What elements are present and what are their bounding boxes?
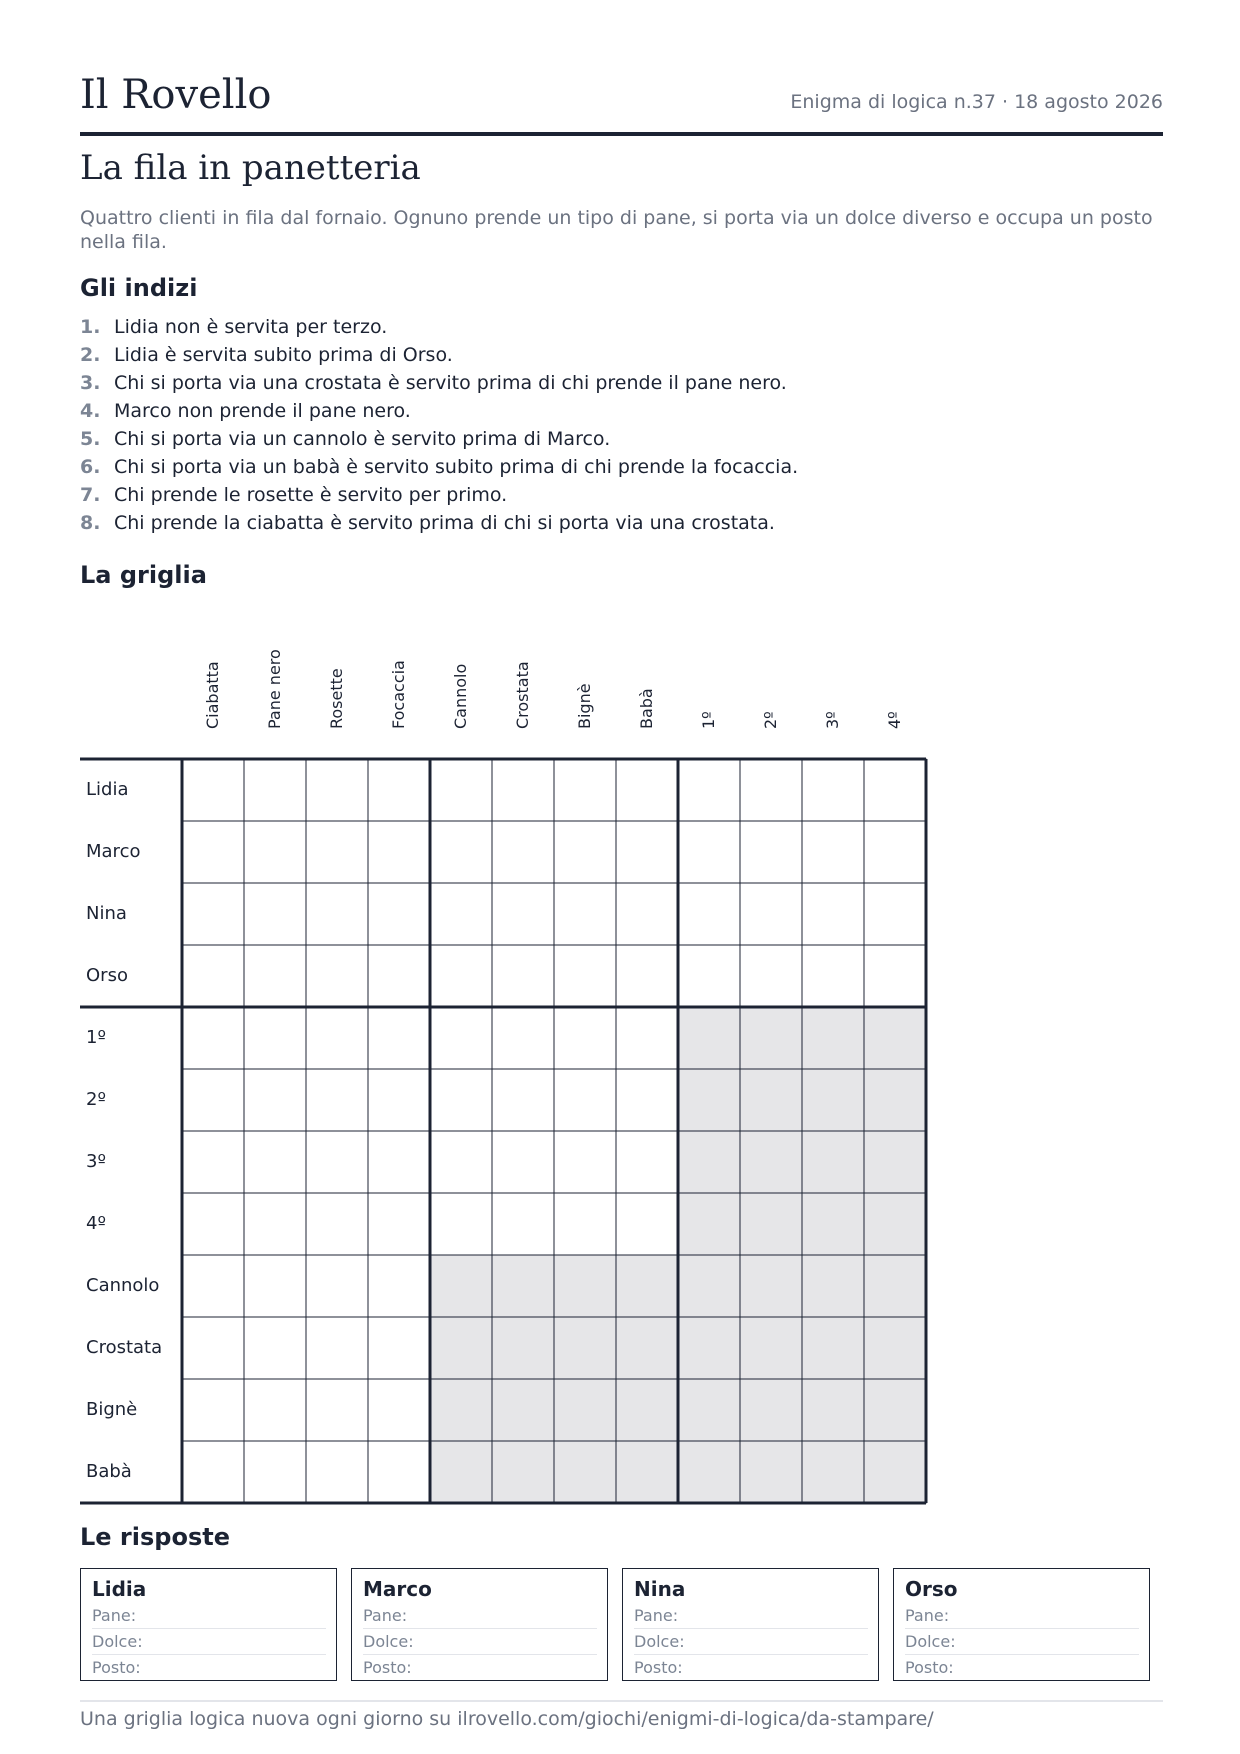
- grid-cell[interactable]: [306, 759, 368, 821]
- grid-cell[interactable]: [244, 1069, 306, 1131]
- clue-item: [80, 341, 798, 369]
- row-label: 4º: [86, 1213, 106, 1234]
- grid-cell-blocked: [492, 1441, 554, 1503]
- clue-number: 3.: [80, 372, 101, 394]
- grid-cell-blocked: [678, 1441, 740, 1503]
- grid-cell[interactable]: [740, 759, 802, 821]
- grid-cell[interactable]: [492, 1007, 554, 1069]
- card-name: Marco: [363, 1577, 432, 1601]
- grid-cell[interactable]: [864, 759, 926, 821]
- grid-cell-blocked: [430, 1317, 492, 1379]
- col-header: 2º: [761, 711, 780, 729]
- grid-cell[interactable]: [430, 1069, 492, 1131]
- grid-cell[interactable]: [368, 1131, 430, 1193]
- dolce-field[interactable]: Dolce:: [92, 1629, 326, 1655]
- grid-cell[interactable]: [616, 883, 678, 945]
- grid-cell[interactable]: [182, 1131, 244, 1193]
- grid-cell[interactable]: [244, 1317, 306, 1379]
- clue-text: Lidia è servita subito prima di Orso.: [114, 344, 453, 366]
- grid-cell-blocked: [616, 1255, 678, 1317]
- row-label: Orso: [86, 965, 128, 986]
- clue-text: Chi si porta via una crostata è servito prima di chi prende il pane nero.: [114, 372, 787, 394]
- grid-cell[interactable]: [492, 759, 554, 821]
- grid-cell[interactable]: [244, 883, 306, 945]
- grid-cell[interactable]: [368, 1441, 430, 1503]
- clue-number: 7.: [80, 484, 101, 506]
- grid-cell[interactable]: [740, 945, 802, 1007]
- grid-cell[interactable]: [244, 1255, 306, 1317]
- grid-cell[interactable]: [244, 1379, 306, 1441]
- grid-cell-blocked: [802, 1193, 864, 1255]
- grid-cell[interactable]: [554, 759, 616, 821]
- row-label: Marco: [86, 841, 141, 862]
- grid-cell[interactable]: [306, 945, 368, 1007]
- grid-cell[interactable]: [306, 821, 368, 883]
- grid-cell-blocked: [864, 1317, 926, 1379]
- clue-text: Lidia non è servita per terzo.: [114, 316, 388, 338]
- grid-cell[interactable]: [306, 1255, 368, 1317]
- posto-field[interactable]: Posto:: [363, 1658, 412, 1677]
- row-label: Cannolo: [86, 1275, 160, 1296]
- pane-field[interactable]: Pane:: [363, 1603, 597, 1629]
- grid-cell-blocked: [864, 1379, 926, 1441]
- grid-cell-blocked: [678, 1317, 740, 1379]
- answer-card-nina: [622, 1568, 879, 1681]
- grid-cell[interactable]: [492, 821, 554, 883]
- grid-cell[interactable]: [678, 945, 740, 1007]
- grid-cell[interactable]: [244, 945, 306, 1007]
- grid-cell[interactable]: [368, 1069, 430, 1131]
- grid-cell[interactable]: [554, 1069, 616, 1131]
- grid-cell[interactable]: [368, 1255, 430, 1317]
- grid-cell[interactable]: [492, 1069, 554, 1131]
- grid-cell[interactable]: [492, 945, 554, 1007]
- grid-cell-blocked: [616, 1379, 678, 1441]
- grid-cell-blocked: [430, 1255, 492, 1317]
- grid-cell[interactable]: [182, 1007, 244, 1069]
- grid-cell[interactable]: [244, 821, 306, 883]
- grid-cell-blocked: [678, 1379, 740, 1441]
- answers-heading: Le risposte: [80, 1523, 230, 1551]
- grid-cell-blocked: [430, 1441, 492, 1503]
- clue-number: 6.: [80, 456, 101, 478]
- grid-cell[interactable]: [306, 1379, 368, 1441]
- answer-card-marco: [351, 1568, 608, 1681]
- pane-field[interactable]: Pane:: [905, 1603, 1139, 1629]
- masthead: [80, 70, 1163, 136]
- dolce-field[interactable]: Dolce:: [363, 1629, 597, 1655]
- clue-item: [80, 397, 798, 425]
- grid-cell[interactable]: [678, 759, 740, 821]
- grid-cell[interactable]: [802, 821, 864, 883]
- clue-text: Chi si porta via un cannolo è servito prima di Marco.: [114, 428, 611, 450]
- grid-cell[interactable]: [182, 883, 244, 945]
- grid-cell[interactable]: [182, 1317, 244, 1379]
- grid-cell[interactable]: [368, 759, 430, 821]
- clue-item: [80, 509, 798, 537]
- grid-cell-blocked: [554, 1379, 616, 1441]
- grid-cell-blocked: [616, 1317, 678, 1379]
- clue-number: 5.: [80, 428, 101, 450]
- grid-cell-blocked: [802, 1131, 864, 1193]
- grid-cell[interactable]: [616, 945, 678, 1007]
- grid-cell-blocked: [864, 1193, 926, 1255]
- puzzle-intro: Quattro clienti in fila dal fornaio. Ognuno prende un tipo di pane, si porta via un dolce diverso e occupa un posto nella fila.: [80, 207, 1153, 253]
- grid-cell[interactable]: [306, 1131, 368, 1193]
- grid-cell[interactable]: [182, 821, 244, 883]
- grid-cell[interactable]: [554, 883, 616, 945]
- grid-cell[interactable]: [616, 1131, 678, 1193]
- grid-cell-blocked: [430, 1379, 492, 1441]
- grid-cell[interactable]: [554, 1007, 616, 1069]
- grid-cell[interactable]: [616, 1193, 678, 1255]
- grid-cell-blocked: [616, 1441, 678, 1503]
- pane-field[interactable]: Pane:: [634, 1603, 868, 1629]
- posto-field[interactable]: Posto:: [634, 1658, 683, 1677]
- card-name: Lidia: [92, 1577, 147, 1601]
- grid-cell[interactable]: [554, 1193, 616, 1255]
- grid-cell[interactable]: [802, 945, 864, 1007]
- answer-card-lidia: [80, 1568, 337, 1681]
- clue-text: Chi si porta via un babà è servito subito prima di chi prende la focaccia.: [114, 456, 799, 478]
- grid-cell[interactable]: [430, 1193, 492, 1255]
- grid-cell[interactable]: [244, 1193, 306, 1255]
- grid-cell-blocked: [740, 1441, 802, 1503]
- row-label: Babà: [86, 1461, 132, 1482]
- clue-item: [80, 369, 798, 397]
- grid-cell-blocked: [802, 1007, 864, 1069]
- grid-cell[interactable]: [492, 1193, 554, 1255]
- grid-cell[interactable]: [740, 883, 802, 945]
- grid-cell[interactable]: [306, 883, 368, 945]
- grid-cell[interactable]: [182, 1379, 244, 1441]
- row-label: 2º: [86, 1089, 106, 1110]
- grid-cell[interactable]: [306, 1007, 368, 1069]
- col-header: Crostata: [513, 661, 532, 729]
- grid-cell[interactable]: [554, 821, 616, 883]
- grid-cell[interactable]: [616, 759, 678, 821]
- grid-cell-blocked: [740, 1193, 802, 1255]
- grid-cell[interactable]: [368, 821, 430, 883]
- grid-cell[interactable]: [306, 1069, 368, 1131]
- grid-cell[interactable]: [306, 1441, 368, 1503]
- grid-cell-blocked: [802, 1441, 864, 1503]
- grid-cell-blocked: [864, 1255, 926, 1317]
- grid-cell[interactable]: [678, 883, 740, 945]
- grid-heading: La griglia: [80, 561, 207, 589]
- grid-cell-blocked: [678, 1131, 740, 1193]
- grid-cell-blocked: [740, 1255, 802, 1317]
- grid-cell-blocked: [492, 1317, 554, 1379]
- dolce-field[interactable]: Dolce:: [905, 1629, 1139, 1655]
- col-header: 3º: [823, 711, 842, 729]
- clues-heading: Gli indizi: [80, 274, 198, 302]
- grid-cell-blocked: [678, 1193, 740, 1255]
- col-header: 1º: [699, 711, 718, 729]
- grid-column-headers: [182, 620, 926, 755]
- posto-field[interactable]: Posto:: [905, 1658, 954, 1677]
- grid-cell-blocked: [678, 1007, 740, 1069]
- grid-cell[interactable]: [368, 1379, 430, 1441]
- grid-cell[interactable]: [182, 1193, 244, 1255]
- issue-info: Enigma di logica n.37 · 18 agosto 2026: [790, 91, 1163, 113]
- clue-text: Chi prende le rosette è servito per primo.: [114, 484, 508, 506]
- grid-cell[interactable]: [430, 883, 492, 945]
- grid-cell[interactable]: [864, 821, 926, 883]
- col-header: Babà: [637, 688, 656, 729]
- grid-cell[interactable]: [430, 945, 492, 1007]
- grid-cell[interactable]: [802, 759, 864, 821]
- grid-cell[interactable]: [492, 1131, 554, 1193]
- grid-cell-blocked: [678, 1255, 740, 1317]
- grid-cell-blocked: [740, 1131, 802, 1193]
- grid-cell-blocked: [802, 1379, 864, 1441]
- grid-cell-blocked: [802, 1317, 864, 1379]
- posto-field[interactable]: Posto:: [92, 1658, 141, 1677]
- grid-cell[interactable]: [430, 1007, 492, 1069]
- grid-cell[interactable]: [182, 1255, 244, 1317]
- grid-cell[interactable]: [864, 945, 926, 1007]
- col-header: Ciabatta: [203, 661, 222, 729]
- clue-number: 1.: [80, 316, 101, 338]
- grid-cell[interactable]: [306, 1317, 368, 1379]
- grid-cell[interactable]: [492, 883, 554, 945]
- grid-cell-blocked: [802, 1069, 864, 1131]
- col-header: 4º: [885, 711, 904, 729]
- footer-note: Una griglia logica nuova ogni giorno su ilrovello.com/giochi/enigmi-di-logica/da-stampare/: [80, 1700, 1163, 1731]
- col-header: Cannolo: [451, 663, 470, 729]
- grid-cell-blocked: [554, 1317, 616, 1379]
- grid-cell-blocked: [554, 1255, 616, 1317]
- grid-cell[interactable]: [244, 1441, 306, 1503]
- grid-cell-blocked: [740, 1317, 802, 1379]
- grid-cell-blocked: [864, 1441, 926, 1503]
- grid-cell[interactable]: [554, 1131, 616, 1193]
- grid-cell[interactable]: [430, 821, 492, 883]
- clue-item: [80, 453, 798, 481]
- grid-cell-blocked: [740, 1379, 802, 1441]
- answer-cards: [80, 1568, 1163, 1684]
- grid-cell-blocked: [864, 1069, 926, 1131]
- row-label: Nina: [86, 903, 127, 924]
- puzzle-title: La fila in panetteria: [80, 148, 421, 188]
- grid-cell-blocked: [492, 1379, 554, 1441]
- grid-cell[interactable]: [182, 945, 244, 1007]
- dolce-field[interactable]: Dolce:: [634, 1629, 868, 1655]
- clue-number: 4.: [80, 400, 101, 422]
- col-header: Pane nero: [265, 649, 284, 729]
- grid-cell-blocked: [678, 1069, 740, 1131]
- grid-cell[interactable]: [430, 1131, 492, 1193]
- col-header: Rosette: [327, 668, 346, 729]
- grid-cell[interactable]: [554, 945, 616, 1007]
- grid-cell[interactable]: [182, 1441, 244, 1503]
- grid-cell-blocked: [740, 1069, 802, 1131]
- grid-cell[interactable]: [368, 1193, 430, 1255]
- grid-cell[interactable]: [616, 821, 678, 883]
- clue-text: Marco non prende il pane nero.: [114, 400, 411, 422]
- card-name: Nina: [634, 1577, 686, 1601]
- grid-cell-blocked: [492, 1255, 554, 1317]
- clue-number: 8.: [80, 512, 101, 534]
- grid-cell[interactable]: [616, 1069, 678, 1131]
- row-label: Crostata: [86, 1337, 163, 1358]
- grid-cell-blocked: [864, 1007, 926, 1069]
- clue-text: Chi prende la ciabatta è servito prima di chi si porta via una crostata.: [114, 512, 775, 534]
- row-label: Bignè: [86, 1399, 138, 1420]
- card-name: Orso: [905, 1577, 958, 1601]
- col-header: Bignè: [575, 683, 594, 729]
- grid-cell[interactable]: [368, 945, 430, 1007]
- grid-cell[interactable]: [368, 1007, 430, 1069]
- clue-item: [80, 481, 798, 509]
- grid-cell[interactable]: [678, 821, 740, 883]
- clue-item: [80, 313, 798, 341]
- grid-cell[interactable]: [244, 1007, 306, 1069]
- grid-cell-blocked: [864, 1131, 926, 1193]
- col-header: Focaccia: [389, 660, 408, 729]
- grid-cell[interactable]: [864, 883, 926, 945]
- grid-cell[interactable]: [802, 883, 864, 945]
- grid-cell[interactable]: [182, 759, 244, 821]
- grid-cell[interactable]: [244, 759, 306, 821]
- row-label: Lidia: [86, 779, 129, 800]
- grid-cell[interactable]: [430, 759, 492, 821]
- grid-cell[interactable]: [616, 1007, 678, 1069]
- pane-field[interactable]: Pane:: [92, 1603, 326, 1629]
- grid-cell[interactable]: [368, 883, 430, 945]
- grid-cell[interactable]: [244, 1131, 306, 1193]
- row-label: 1º: [86, 1027, 106, 1048]
- answer-card-orso: [893, 1568, 1150, 1681]
- clue-list: [80, 313, 798, 537]
- grid-cell[interactable]: [368, 1317, 430, 1379]
- grid-cell-blocked: [554, 1441, 616, 1503]
- grid-cell[interactable]: [740, 821, 802, 883]
- clue-item: [80, 425, 798, 453]
- clue-number: 2.: [80, 344, 101, 366]
- grid-cell[interactable]: [306, 1193, 368, 1255]
- grid-cells: [80, 757, 930, 1507]
- brand-title: Il Rovello: [80, 72, 272, 118]
- grid-cell[interactable]: [182, 1069, 244, 1131]
- grid-cell-blocked: [802, 1255, 864, 1317]
- grid-cell-blocked: [740, 1007, 802, 1069]
- row-label: 3º: [86, 1151, 106, 1172]
